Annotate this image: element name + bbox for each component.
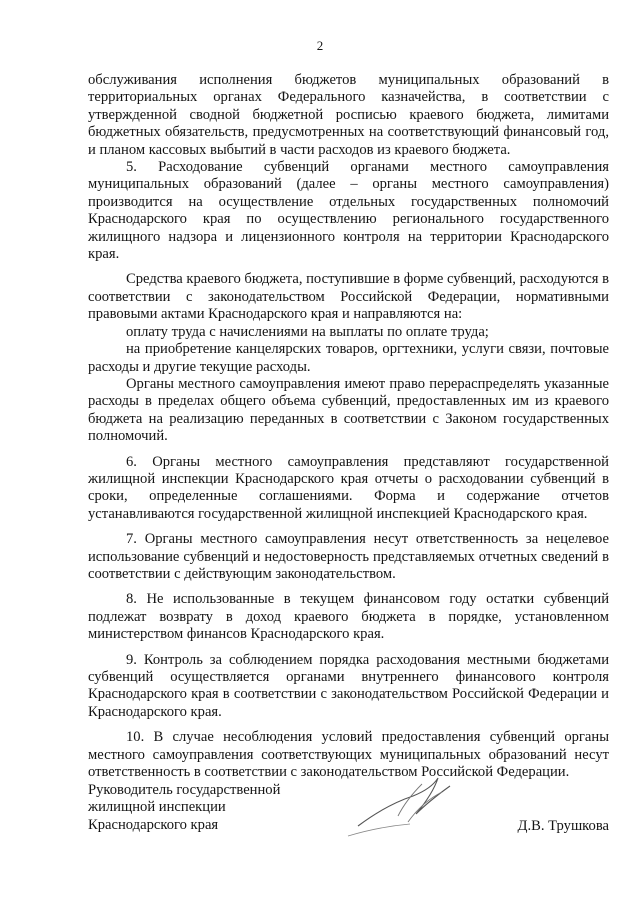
paragraph-item-7: 7. Органы местного самоуправления несут ответственность за нецелевое использование субвенций и недостоверность представляемых отчетных сведений в соответствии с действующим законодательством. xyxy=(88,531,609,582)
document-body xyxy=(88,72,609,781)
signature-block xyxy=(88,782,609,842)
paragraph-redistribution: Органы местного самоуправления имеют право перераспределять указанные расходы в пределах общего объема субвенций, предоставленных им из краевого бюджета на реализацию переданных в соответствии с Законом государственных полномочий. xyxy=(88,375,609,445)
paragraph-item-8: 8. Не использованные в текущем финансовом году остатки субвенций подлежат возврату в доход краевого бюджета в порядке, установленном министерством финансов Краснодарского края. xyxy=(88,591,609,643)
signatory-title-line: жилищной инспекции xyxy=(88,799,226,816)
paragraph-item-6: 6. Органы местного самоуправления представляют государственной жилищной инспекции Краснодарского края отчеты о расходовании субвенций в сроки, определенные соглашениями. Форма и содержание отчетов устанавливаются государственной жилищной инспекцией Краснодарского края. xyxy=(88,453,609,522)
page-number: 2 xyxy=(316,38,324,53)
handwritten-signature xyxy=(338,756,468,846)
paragraph-continuation: обслуживания исполнения бюджетов муниципальных образований в территориальных органах Федерального казначейства, в соответствии с утвержденной сводной бюджетной росписью краевого бюджета, лимитами бюджетных обязательств, предусмотренных на соответствующий финансовый год, и планом кассовых выбытий в части расходов из краевого бюджета. xyxy=(88,72,609,158)
paragraph-supplies: на приобретение канцелярских товаров, оргтехники, услуги связи, почтовые расходы и другие текущие расходы. xyxy=(88,341,609,375)
signatory-name: Д.В. Трушкова xyxy=(517,818,609,834)
paragraph-funds-usage: Средства краевого бюджета, поступившие в форме субвенций, расходуются в соответствии с законодательством Российской Федерации, нормативными правовыми актами Краснодарского края и направляются на: xyxy=(88,271,609,323)
signatory-title-line: Краснодарского края xyxy=(88,816,219,833)
paragraph-item-10: 10. В случае несоблюдения условий предоставления субвенций органы местного самоуправления соответствующих муниципальных образований несут ответственность в соответствии с законодательством Российской Федерации. xyxy=(88,729,609,781)
paragraph-salary: оплату труда с начислениями на выплаты по оплате труда; xyxy=(126,323,489,340)
signatory-title-line: Руководитель государственной xyxy=(88,782,281,798)
paragraph-item-9: 9. Контроль за соблюдением порядка расходования местными бюджетами субвенций осуществляется органами внутреннего финансового контроля Краснодарского края в соответствии с законодательством Российской Федерации и Краснодарского края. xyxy=(88,651,609,720)
paragraph-item-5: 5. Расходование субвенций органами местного самоуправления муниципальных образований (далее – органы местного самоуправления) производится на осуществление отдельных государственных полномочий Краснодарского края по осуществлению регионального государственного жилищного надзора и лицензионного контроля на территории Краснодарского края. xyxy=(88,159,609,263)
